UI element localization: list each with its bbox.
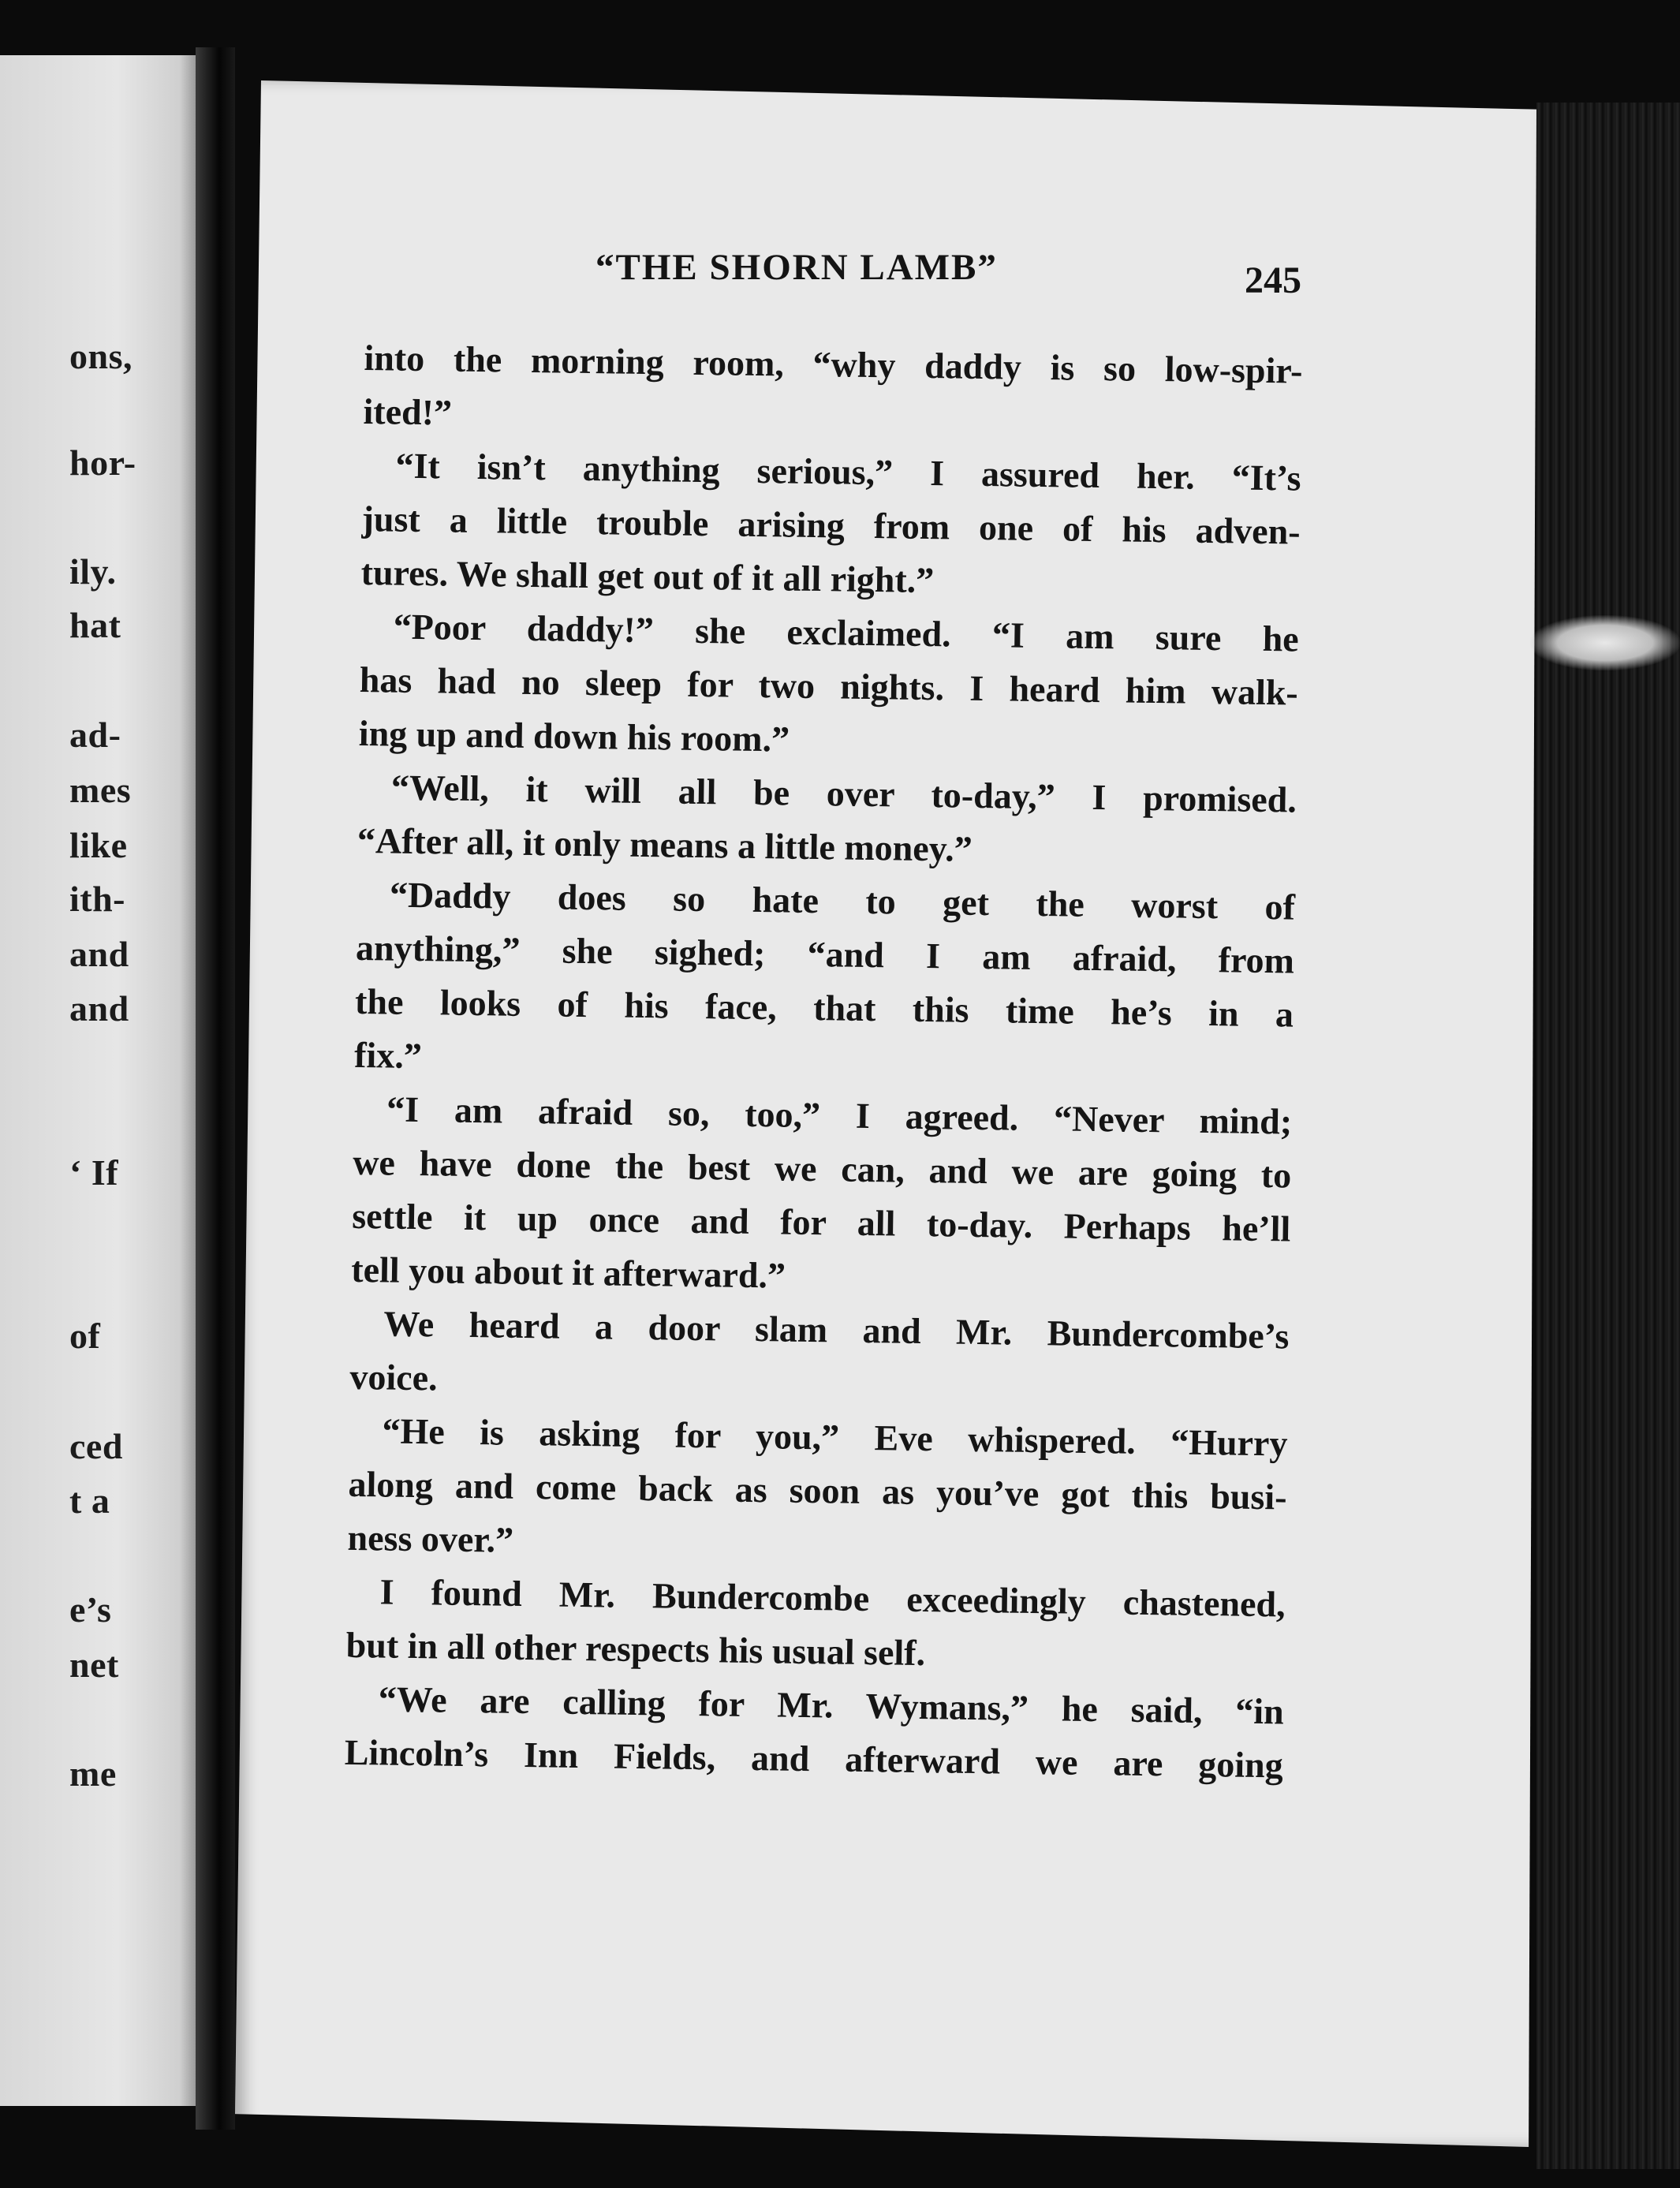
left-page-fragment: of <box>69 1316 101 1356</box>
text-line: “He is asking for you,” Eve whispered. “Hurry <box>382 1410 1288 1464</box>
text-line: We heard a door slam and Mr. Bundercombe’s <box>383 1303 1290 1357</box>
left-page-fragment: ons, <box>69 336 133 376</box>
text-line: anything,” she sighed; “and I am afraid, from <box>355 927 1295 981</box>
text-line: fix.” <box>353 1034 423 1077</box>
text-line: ing up and down his room.” <box>358 712 790 760</box>
text-line: tell you about it afterward.” <box>351 1249 786 1296</box>
book-gutter <box>196 47 235 2130</box>
text-line: settle it up once and for all to-day. Perhaps he’ll <box>351 1195 1291 1249</box>
text-line: “After all, it only means a little money.” <box>357 820 973 869</box>
paper-tear-mark <box>1530 615 1680 670</box>
left-page-fragment: and <box>69 988 129 1029</box>
text-line: “Poor daddy!” she exclaimed. “I am sure he <box>393 606 1300 659</box>
text-line: I found Mr. Bundercombe exceedingly chastened, <box>379 1571 1286 1625</box>
left-facing-page <box>0 55 196 2106</box>
left-page-fragment: mes <box>69 770 132 810</box>
left-page-fragment: me <box>69 1753 117 1794</box>
text-line: just a little trouble arising from one of his adven- <box>361 498 1301 552</box>
text-line: “Well, it will all be over to-day,” I promised. <box>390 767 1297 820</box>
left-page-fragment: t a <box>69 1480 110 1521</box>
left-page-fragment: ily. <box>69 551 117 592</box>
text-line: along and come back as soon as you’ve got this busi- <box>348 1463 1287 1518</box>
left-page-fragment: ced <box>69 1426 123 1466</box>
text-line: tures. We shall get out of it all right.” <box>360 551 935 601</box>
left-page-fragment: ith- <box>69 879 125 919</box>
left-page-fragment: hat <box>69 605 121 645</box>
left-page-fragment: e’s <box>69 1589 112 1630</box>
text-line: the looks of his face, that this time he’s in a <box>354 980 1294 1035</box>
text-line: “Daddy does so hate to get the worst of <box>389 874 1296 928</box>
text-line: we have done the best we can, and we are going to <box>352 1141 1292 1196</box>
text-line: “I am afraid so, too,” I agreed. “Never mind; <box>386 1088 1293 1142</box>
left-page-fragment: ad- <box>69 715 121 755</box>
text-line: into the morning room, “why daddy is so low-spir- <box>364 337 1303 391</box>
page-edge-stack <box>1536 103 1680 2169</box>
text-line: but in all other respects his usual self. <box>345 1624 926 1674</box>
text-line: has had no sleep for two nights. I heard him walk- <box>359 659 1299 713</box>
left-page-fragment: net <box>69 1645 119 1685</box>
body-text <box>344 331 1303 1792</box>
text-line: “It isn’t anything serious,” I assured her. “It’s <box>395 445 1301 498</box>
text-line: ness over.” <box>347 1517 514 1560</box>
left-page-fragment: hor- <box>69 442 136 483</box>
page-number: 245 <box>1245 259 1301 301</box>
text-line: “We are calling for Mr. Wymans,” he said, “in <box>378 1678 1285 1732</box>
left-page-fragment: and <box>69 934 129 974</box>
text-line: voice. <box>349 1356 438 1398</box>
text-line: ited!” <box>363 390 453 433</box>
text-line: Lincoln’s Inn Fields, and afterward we are going <box>344 1731 1284 1786</box>
running-head: “THE SHORN LAMB” <box>595 247 998 288</box>
left-page-fragment: ‘ If <box>69 1152 119 1193</box>
left-page-fragment: like <box>69 825 128 865</box>
